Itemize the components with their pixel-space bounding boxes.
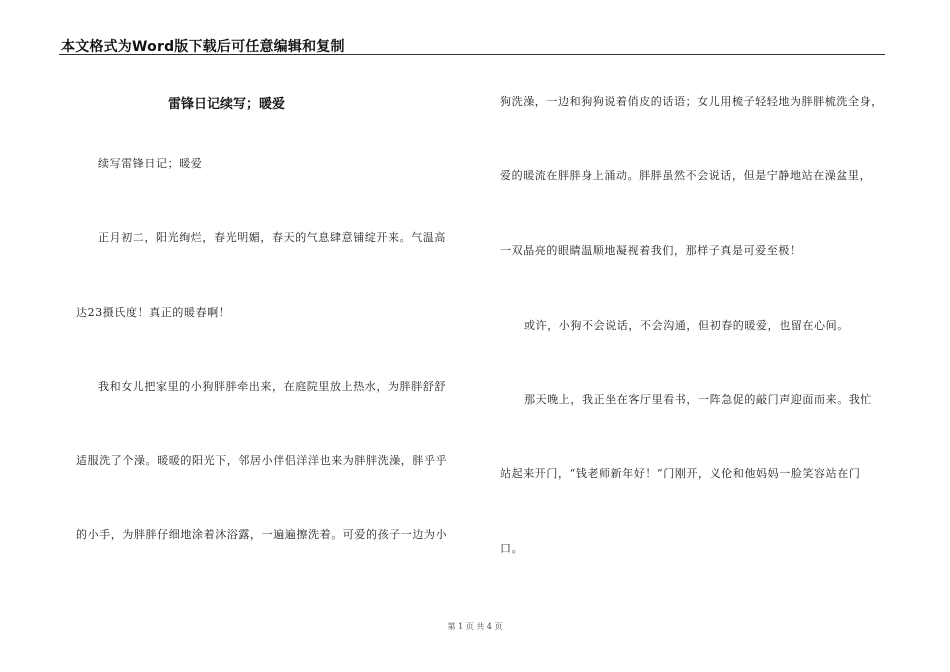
paragraph-line: 我和女儿把家里的小狗胖胖牵出来，在庭院里放上热水，为胖胖舒舒 — [98, 380, 446, 393]
paragraph-line: 口。 — [500, 542, 524, 555]
document-title: 雷锋日记续写；暖爱 — [168, 97, 286, 112]
paragraph-line: 那天晚上，我正坐在客厅里看书，一阵急促的敲门声迎面而来。我忙 — [524, 393, 872, 406]
paragraph-line: 达23摄氏度！真正的暖春啊！ — [76, 306, 231, 319]
paragraph-line: 站起来开门，“钱老师新年好！”门刚开，义伦和他妈妈一脸笑容站在门 — [500, 467, 861, 480]
page-number: 第 1 页 共 4 页 — [447, 622, 503, 631]
header-text: 本文格式为Word版下载后可任意编辑和复制 — [61, 39, 345, 55]
paragraph-line: 适服洗了个澡。暖暖的阳光下，邻居小伴侣洋洋也来为胖胖洗澡，胖乎乎 — [76, 454, 448, 467]
paragraph-line: 一双晶亮的眼睛温顺地凝视着我们，那样子真是可爱至极！ — [500, 244, 802, 257]
paragraph-line: 爱的暖流在胖胖身上涌动。胖胖虽然不会说话，但是宁静地站在澡盆里， — [500, 169, 872, 182]
paragraph-line: 正月初二，阳光绚烂，春光明媚，春天的气息肆意铺绽开来。气温高 — [98, 231, 446, 244]
paragraph-line: 续写雷锋日记；暖爱 — [98, 157, 203, 170]
paragraph-line: 狗洗澡，一边和狗狗说着俏皮的话语；女儿用梳子轻轻地为胖胖梳洗全身， — [500, 95, 883, 108]
page-header — [59, 34, 885, 55]
paragraph-line: 的小手，为胖胖仔细地涂着沐浴露，一遍遍擦洗着。可爱的孩子一边为小 — [76, 528, 448, 541]
paragraph-line: 或许，小狗不会说话，不会沟通，但初春的暖爱，也留在心间。 — [524, 319, 849, 332]
